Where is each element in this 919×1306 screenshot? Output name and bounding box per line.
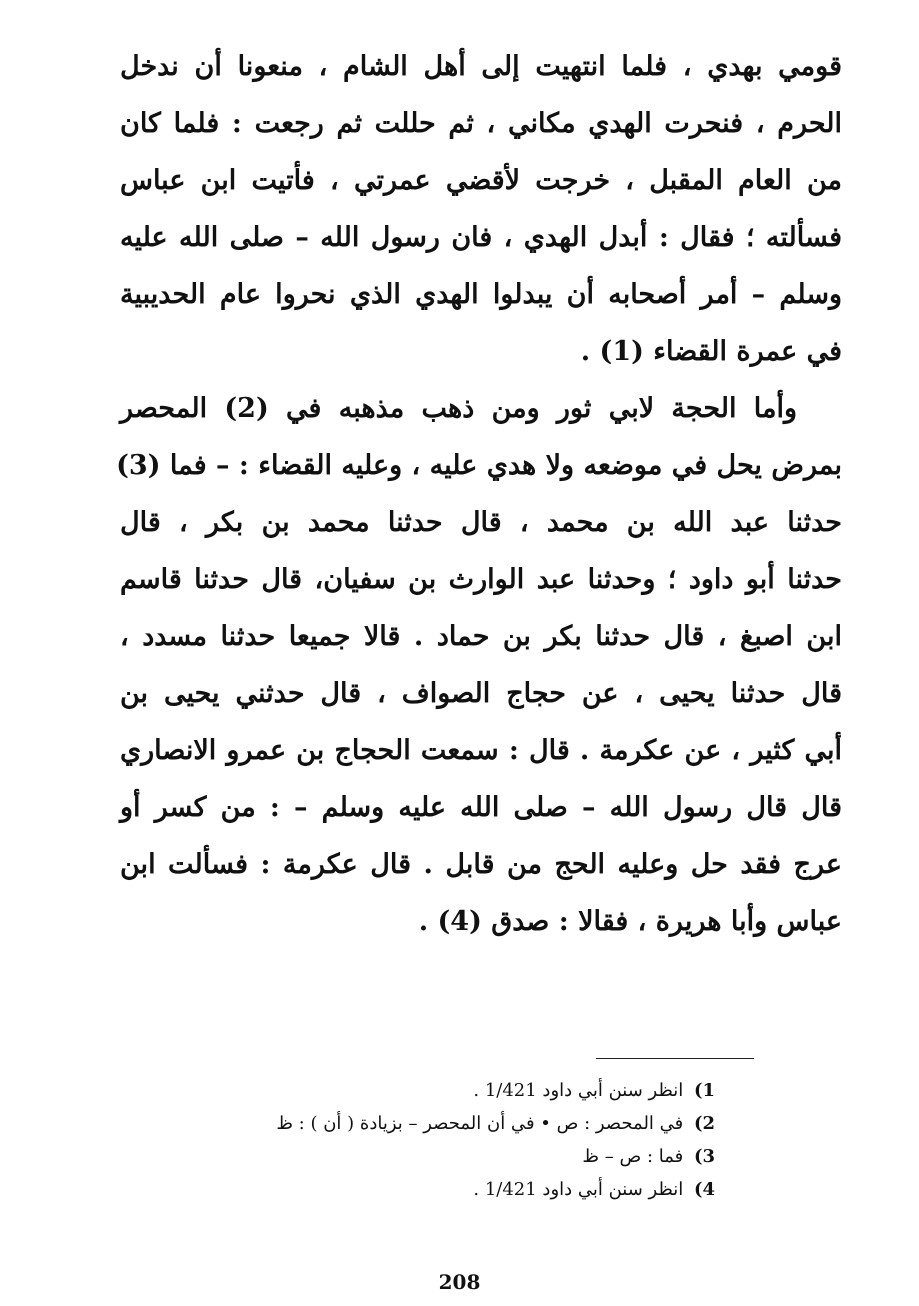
- footnote-number: 3): [693, 1146, 715, 1167]
- text-line-11: ابن اصبغ ، قال حدثنا بكر بن حماد . قالا جميعا حدثنا مسدد ،: [120, 621, 842, 652]
- text-line-9: حدثنا عبد الله بن محمد ، قال حدثنا محمد بن بكر ، قال: [120, 507, 842, 538]
- footnote-text: انظر سنن أبي داود 1/421 .: [473, 1179, 684, 1200]
- footnote-number: 4): [693, 1179, 715, 1200]
- text-line-16: عباس وأبا هريرة ، فقالا : صدق (4) .: [418, 906, 842, 937]
- text-line-1: قومي بهدي ، فلما انتهيت إلى أهل الشام ، منعونا أن ندخل: [120, 51, 842, 82]
- text-line-5: وسلم – أمر أصحابه أن يبدلوا الهدي الذي نحروا عام الحديبية: [120, 279, 842, 310]
- footnote-separator: [596, 1058, 754, 1059]
- footnote-text: فما : ص – ظ: [582, 1146, 684, 1167]
- footnote-number: 1): [693, 1080, 715, 1101]
- text-line-12: قال حدثنا يحيى ، عن حجاج الصواف ، قال حدثني يحيى بن: [120, 678, 842, 709]
- text-line-6: في عمرة القضاء (1) .: [580, 336, 842, 367]
- footnote-2: [180, 1107, 715, 1140]
- text-line-13: أبي كثير ، عن عكرمة . قال : سمعت الحجاج بن عمرو الانصاري: [120, 735, 842, 766]
- footnote-4: [180, 1173, 715, 1206]
- footnote-number: 2): [693, 1113, 715, 1134]
- text-line-4: فسألته ؛ فقال : أبدل الهدي ، فان رسول الله – صلى الله عليه: [120, 222, 842, 253]
- text-line-10: حدثنا أبو داود ؛ وحدثنا عبد الوارث بن سفيان، قال حدثنا قاسم: [120, 564, 842, 595]
- text-line-7: وأما الحجة لابي ثور ومن ذهب مذهبه في (2) المحصر: [120, 393, 797, 424]
- footnote-text: انظر سنن أبي داود 1/421 .: [473, 1080, 684, 1101]
- footnote-3: [180, 1140, 715, 1173]
- footnote-text: في المحصر : ص • في أن المحصر – بزيادة ( أن ) : ظ: [276, 1113, 684, 1134]
- text-line-14: قال قال رسول الله – صلى الله عليه وسلم – : من كسر أو: [120, 792, 842, 823]
- footnote-1: [180, 1074, 715, 1107]
- text-line-3: من العام المقبل ، خرجت لأقضي عمرتي ، فأتيت ابن عباس: [120, 165, 842, 196]
- text-line-2: الحرم ، فنحرت الهدي مكاني ، ثم حللت ثم رجعت : فلما كان: [120, 108, 842, 139]
- text-line-15: عرج فقد حل وعليه الحج من قابل . قال عكرمة : فسألت ابن: [120, 849, 842, 880]
- footnotes-block: [180, 1074, 715, 1206]
- page-number: 208: [438, 1270, 481, 1294]
- text-line-8: بمرض يحل في موضعه ولا هدي عليه ، وعليه القضاء : – فما (3): [116, 450, 842, 481]
- main-text-block: [116, 38, 842, 950]
